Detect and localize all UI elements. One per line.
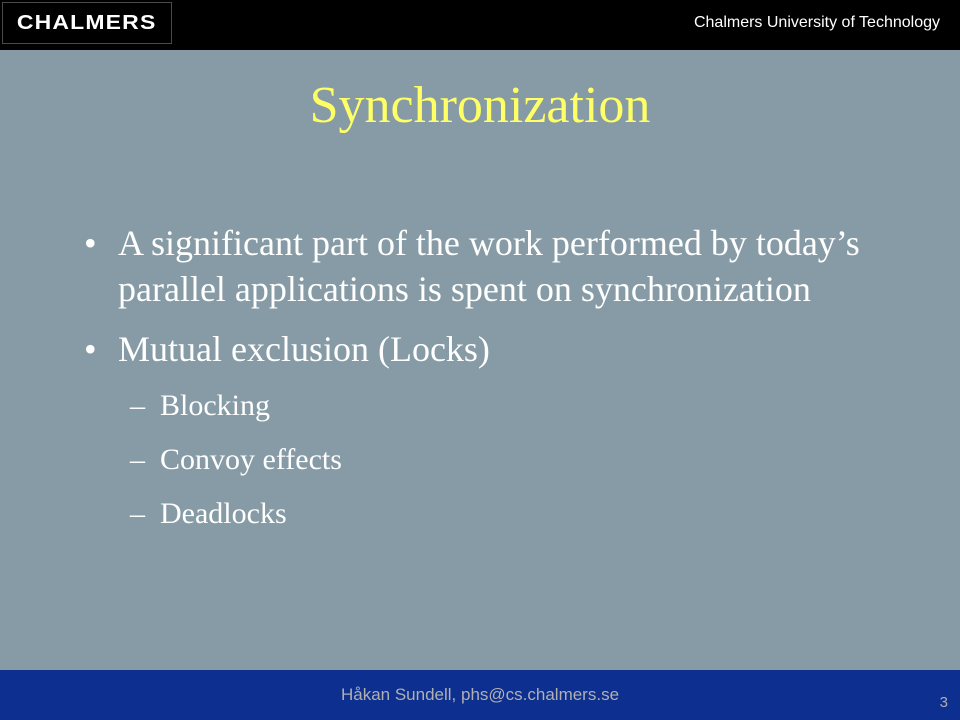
author-info: Håkan Sundell, phs@cs.chalmers.se	[340, 685, 620, 704]
header-bar	[0, 0, 960, 50]
sub-bullet-item	[78, 440, 898, 480]
dash-icon: –	[130, 497, 145, 530]
bullet-icon: •	[84, 223, 97, 263]
sub-bullet-text: Convoy effects	[160, 443, 342, 476]
dash-icon: –	[130, 389, 145, 422]
bullet-item	[78, 326, 898, 372]
bullet-text: Mutual exclusion (Locks)	[118, 329, 490, 369]
bullet-icon: •	[84, 329, 97, 369]
dash-icon: –	[130, 443, 145, 476]
slide-content	[78, 220, 898, 548]
page-number: 3	[939, 694, 948, 711]
chalmers-logo	[2, 2, 172, 44]
slide-title: Synchronization	[309, 77, 651, 134]
sub-bullet-item	[78, 386, 898, 426]
logo-text: CHALMERS	[17, 11, 157, 34]
bullet-text: A significant part of the work performed by today’s parallel applications is spent on synchronization	[118, 223, 860, 309]
footer-bar	[0, 670, 960, 720]
bullet-item	[78, 220, 898, 312]
sub-bullet-text: Blocking	[160, 389, 270, 422]
sub-bullet-text: Deadlocks	[160, 497, 287, 530]
institution-name: Chalmers University of Technology	[693, 14, 940, 31]
sub-bullet-item	[78, 494, 898, 534]
